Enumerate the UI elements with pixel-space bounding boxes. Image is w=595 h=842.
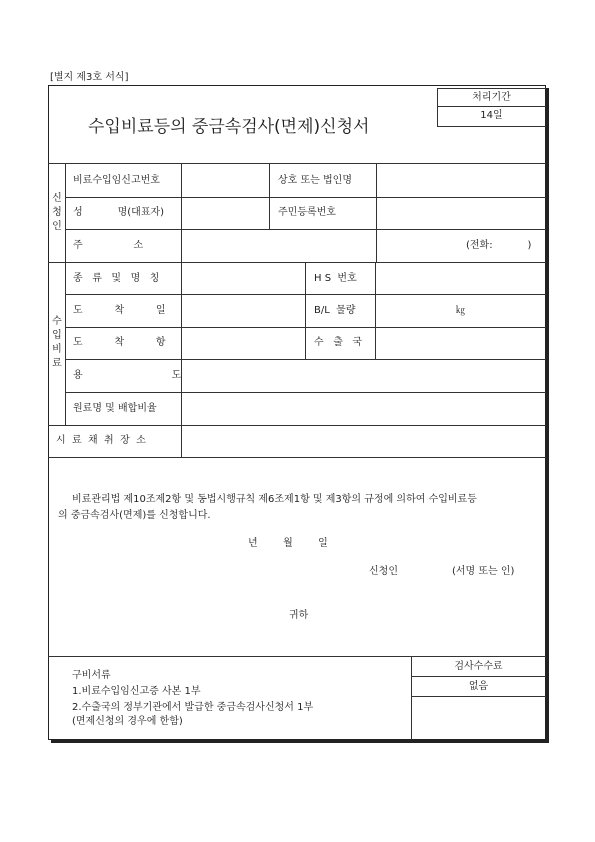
grid-line [48,163,546,164]
grid-line [65,359,546,360]
grid-line-v [305,262,306,359]
company-name-label: 상호 또는 법인명 [278,175,352,186]
statement-line-2: 의 중금속검사(면제)를 신청합니다. [58,510,211,521]
applicant-sign-label: 신청인 [369,566,398,577]
frame-shadow-bottom [51,740,549,743]
attachments-title: 구비서류 [72,670,111,681]
form-number-label: [별지 제3호 서식] [50,72,129,83]
attachment-item-2: 2.수출국의 정부기관에서 발급한 중금속검사신청서 1부 [72,702,314,713]
phone-label: (전화: ) [466,240,532,251]
materials-ratio-label: 원료명 및 배합비율 [73,403,157,414]
fee-box-bottom [411,696,546,697]
processing-value: 14일 [480,110,503,121]
grid-line [65,392,546,393]
fee-value: 없음 [468,681,489,692]
export-country-label: 수 출 국 [314,337,363,348]
grid-line-v [376,163,377,262]
frame-shadow-right [546,88,549,743]
fee-box-mid [411,676,546,677]
form-title: 수입비료등의 중금속검사(면제)신청서 [88,117,370,137]
grid-line-v [65,163,66,425]
processing-box-top [437,88,546,89]
grid-line-v [181,163,182,457]
kg-unit: ㎏ [456,306,466,316]
processing-box-bottom [437,126,546,127]
grid-line [48,457,546,458]
addressee-label: 귀하 [289,610,309,621]
grid-line [48,425,546,426]
processing-label: 처리기간 [472,92,511,103]
kind-name-label: 종 류 및 명 칭 [73,273,160,284]
processing-box-mid [437,106,546,107]
attachment-item-1: 1.비료수입임신고증 사본 1부 [72,686,201,697]
sign-note: (서명 또는 인) [452,566,515,577]
grid-line [48,656,546,657]
registration-number-label: 주민등록번호 [278,207,336,218]
sample-place-label: 시 료 채 취 장 소 [56,435,146,446]
attachment-item-2-note: (면제신청의 경우에 한함) [72,716,183,727]
arrival-date-label: 도 착 일 [73,305,166,316]
representative-name-label: 성 명(대표자) [73,207,165,218]
grid-line [65,197,546,198]
address-label: 주 소 [73,240,144,251]
grid-line-v [375,262,376,359]
statement-line-1: 비료관리법 제10조제2항 및 동법시행규칙 제6조제1항 및 제3항의 규정에 의하여 수입비료등 [72,494,477,505]
grid-line [48,262,546,263]
arrival-port-label: 도 착 항 [73,337,166,348]
usage-label: 용 도 [73,370,182,381]
grid-line [65,229,546,230]
applicant-side-label: 신 청 인 [52,193,62,232]
date-line: 년 월 일 [248,538,328,549]
fertilizer-side-label: 수 입 비 료 [52,316,62,369]
fee-label: 검사수수료 [454,661,503,672]
hs-number-label: H S 번호 [314,273,357,284]
report-number-label: 비료수입임신고번호 [73,175,160,186]
grid-line-v [269,163,270,229]
bl-quantity-label: B/L 물량 [314,305,356,316]
